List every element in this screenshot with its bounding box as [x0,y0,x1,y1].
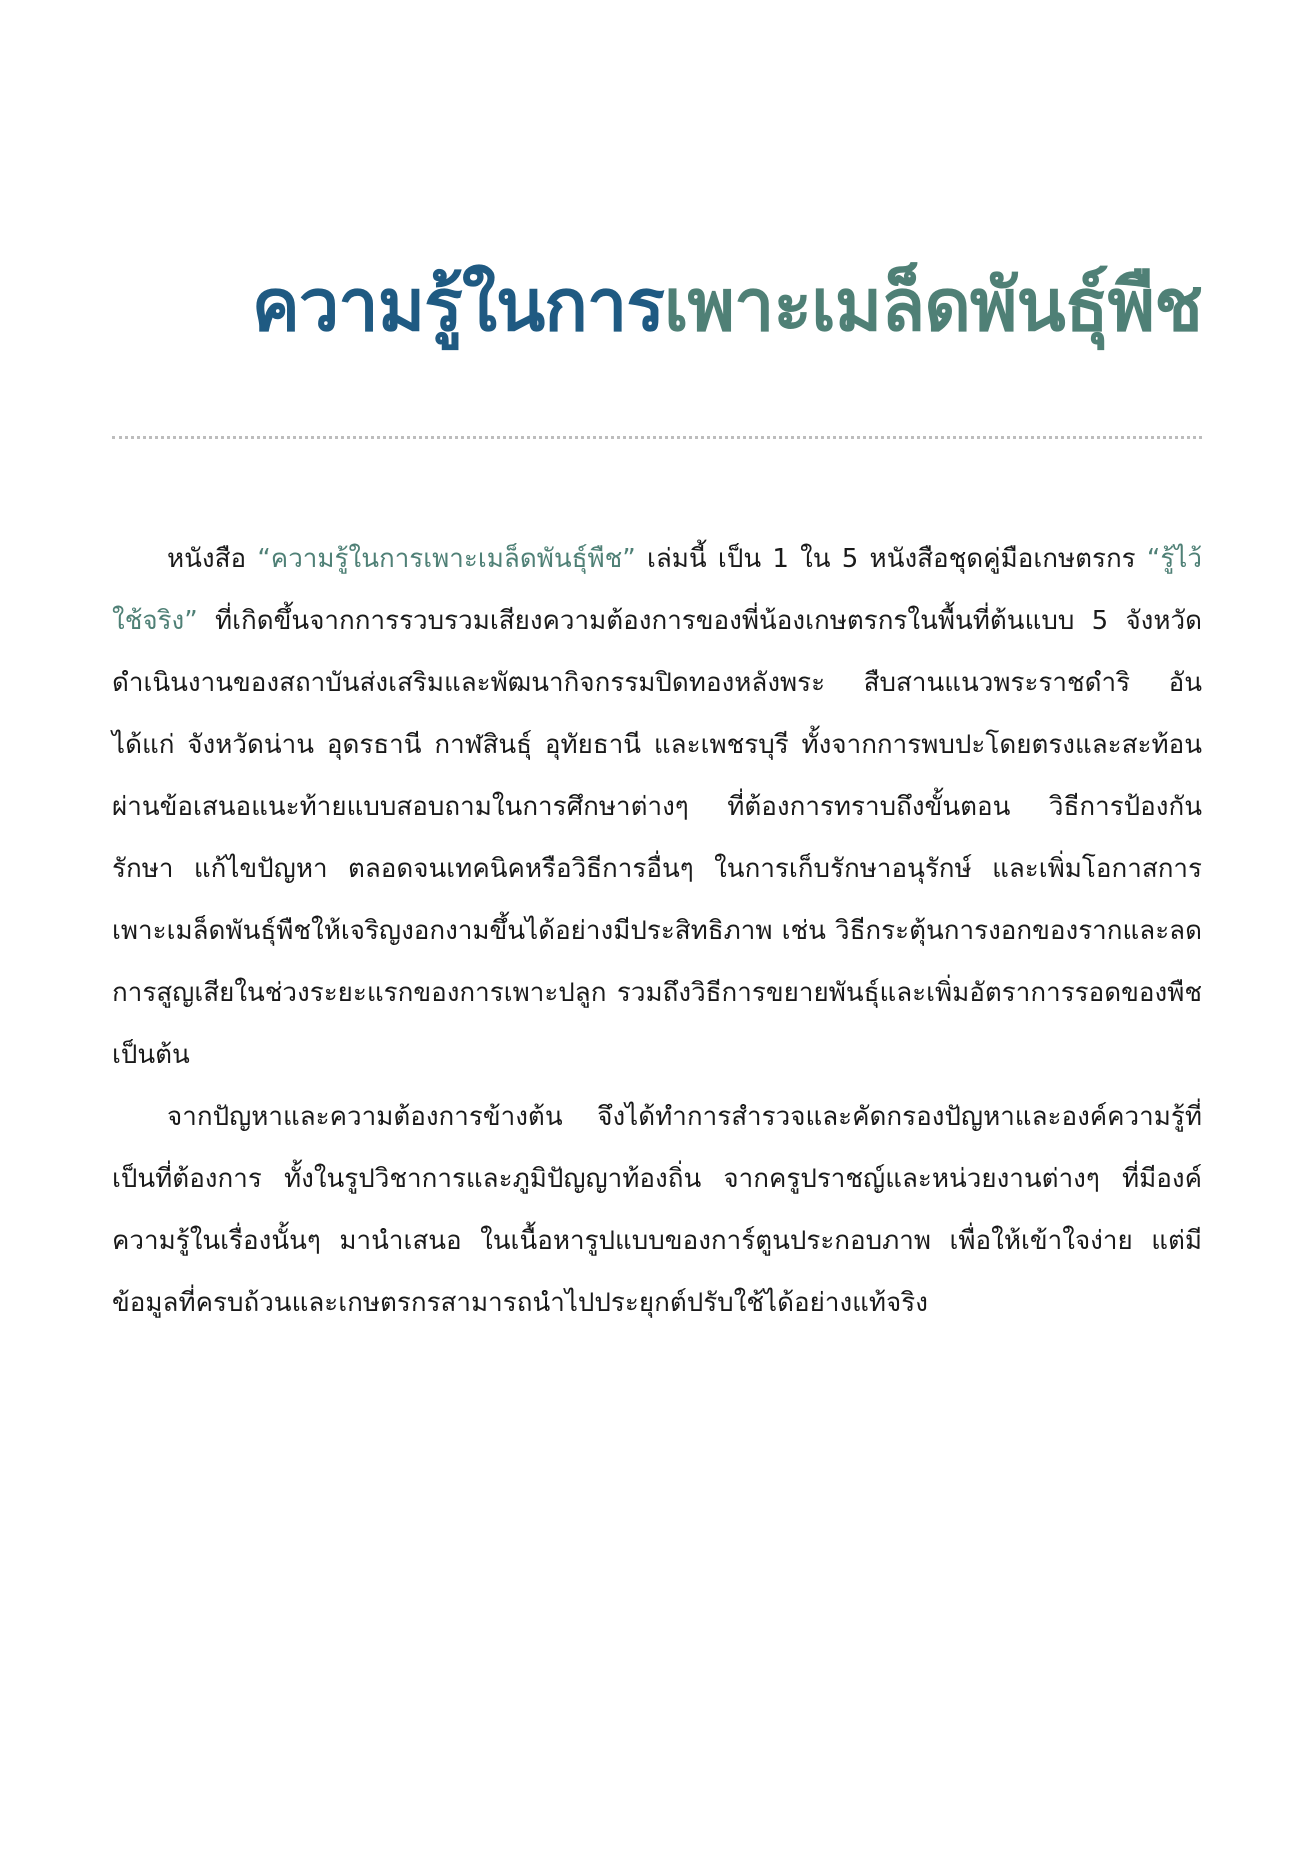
dotted-divider [112,436,1202,439]
book-name-quote: “ความรู้ในการเพาะเมล็ดพันธุ์พืช” [257,544,636,574]
paragraph-1-intro: หนังสือ [167,544,258,574]
paragraph-1-mid: เล่มนี้ เป็น 1 ใน 5 หนังสือชุดคู่มือเกษตรกร [635,544,1147,574]
title-part-blue: ความรู้ในการ [251,263,664,347]
series-name-quote: “รู้ไว้ใช้จริง” [112,544,1202,636]
body-text [112,528,1202,1334]
paragraph-1-rest: ที่เกิดขึ้นจากการรวบรวมเสียงความต้องการของพี่น้องเกษตรกรในพื้นที่ต้นแบบ 5 จังหวัดดำเนินงานของสถาบันส่งเสริมและพัฒนากิจกรรมปิดทองหลังพระ สืบสานแนวพระราชดำริ อันได้แก่ จังหวัดน่าน อุดรธานี กาฬสินธุ์ อุทัยธานี และเพชรบุรี ทั้งจากการพบปะโดยตรงและสะท้อนผ่านข้อเสนอแนะท้ายแบบสอบถามในการศึกษาต่างๆ ที่ต้องการทราบถึงขั้นตอน วิธีการป้องกันรักษา แก้ไขปัญหา ตลอดจนเทคนิคหรือวิธีการอื่นๆ ในการเก็บรักษาอนุรักษ์ และเพิ่มโอกาสการเพาะเมล็ดพันธุ์พืชให้เจริญงอกงามขึ้นได้อย่างมีประสิทธิภาพ เช่น วิธีกระตุ้นการงอกของรากและลดการสูญเสียในช่วงระยะแรกของการเพาะปลูก รวมถึงวิธีการขยายพันธุ์และเพิ่มอัตราการรอดของพืช เป็นต้น [112,606,1202,1070]
paragraph-1 [112,528,1202,1086]
page-title [252,262,1202,348]
paragraph-2: จากปัญหาและความต้องการข้างต้น จึงได้ทำการสำรวจและคัดกรองปัญหาและองค์ความรู้ที่เป็นที่ต้องการ ทั้งในรูปวิชาการและภูมิปัญญาท้องถิ่น จากครูปราชญ์และหน่วยงานต่างๆ ที่มีองค์ความรู้ในเรื่องนั้นๆ มานำเสนอ ในเนื้อหารูปแบบของการ์ตูนประกอบภาพ เพื่อให้เข้าใจง่าย แต่มีข้อมูลที่ครบถ้วนและเกษตรกรสามารถนำไปประยุกต์ปรับใช้ได้อย่างแท้จริง [112,1102,1202,1318]
title-part-green: เพาะเมล็ดพันธุ์พืช [663,263,1202,347]
